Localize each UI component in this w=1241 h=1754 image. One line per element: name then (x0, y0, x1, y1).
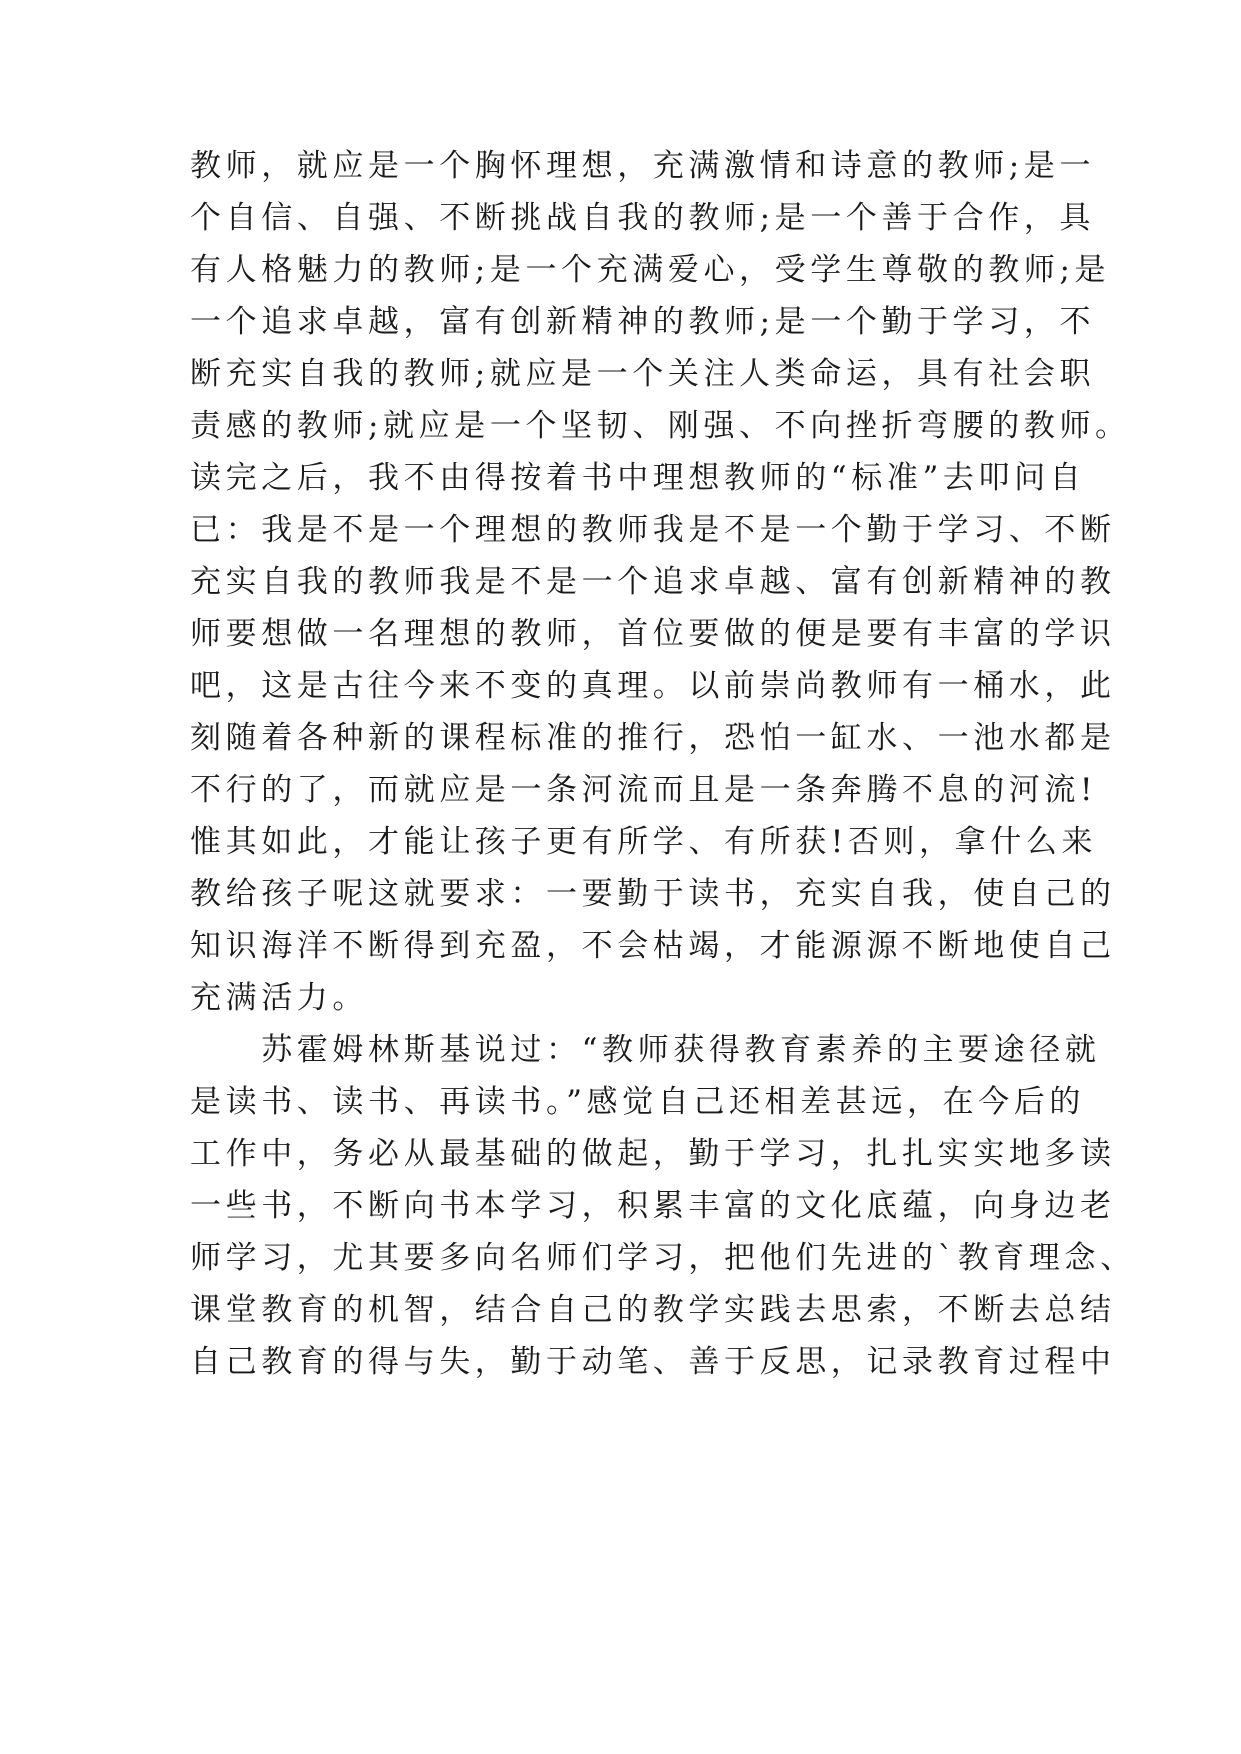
text-line: 一些书，不断向书本学习，积累丰富的文化底蕴，向身边老 (190, 1188, 1116, 1224)
text-line: 刻随着各种新的课程标准的推行，恐怕一缸水、一池水都是 (190, 720, 1116, 756)
text-line: 工作中，务必从最基础的做起，勤于学习，扎扎实实地多读 (190, 1136, 1116, 1172)
text-line: 教给孩子呢这就要求：一要勤于读书，充实自我，使自己的 (190, 876, 1116, 912)
text-line: 吧，这是古往今来不变的真理。以前崇尚教师有一桶水，此 (190, 668, 1116, 704)
text-line: 不行的了，而就应是一条河流而且是一条奔腾不息的河流! (190, 772, 1098, 808)
text-line: 一个追求卓越，富有创新精神的教师;是一个勤于学习，不 (190, 304, 1096, 340)
text-line: 教师，就应是一个胸怀理想，充满激情和诗意的教师;是一 (190, 148, 1096, 184)
text-line: 已：我是不是一个理想的教师我是不是一个勤于学习、不断 (190, 512, 1116, 548)
text-line: 自己教育的得与失，勤于动笔、善于反思，记录教育过程中 (190, 1344, 1116, 1380)
text-line: 个自信、自强、不断挑战自我的教师;是一个善于合作，具 (190, 200, 1096, 236)
text-line: 断充实自我的教师;就应是一个关注人类命运，具有社会职 (190, 356, 1096, 392)
text-line: 师要想做一名理想的教师，首位要做的便是要有丰富的学识 (190, 616, 1116, 652)
text-line: 知识海洋不断得到充盈，不会枯竭，才能源源不断地使自己 (190, 928, 1116, 964)
text-line: 是读书、读书、再读书。”感觉自己还相差甚远，在今后的 (190, 1084, 1085, 1120)
text-line: 苏霍姆林斯基说过：“教师获得教育素养的主要途径就 (190, 1032, 1101, 1068)
text-line: 有人格魅力的教师;是一个充满爱心，受学生尊敬的教师;是 (190, 252, 1111, 288)
text-line: 师学习，尤其要多向名师们学习，把他们先进的`教育理念、 (190, 1240, 1136, 1276)
text-line: 充实自我的教师我是不是一个追求卓越、富有创新精神的教 (190, 564, 1116, 600)
text-line: 责感的教师;就应是一个坚韧、刚强、不向挫折弯腰的教师。 (190, 408, 1131, 444)
text-line: 充满活力。 (190, 980, 368, 1016)
text-line: 课堂教育的机智，结合自己的教学实践去思索，不断去总结 (190, 1292, 1116, 1328)
text-line: 惟其如此，才能让孩子更有所学、有所获!否则，拿什么来 (190, 824, 1098, 860)
text-line: 读完之后，我不由得按着书中理想教师的“标准”去叩问自 (190, 460, 1086, 496)
